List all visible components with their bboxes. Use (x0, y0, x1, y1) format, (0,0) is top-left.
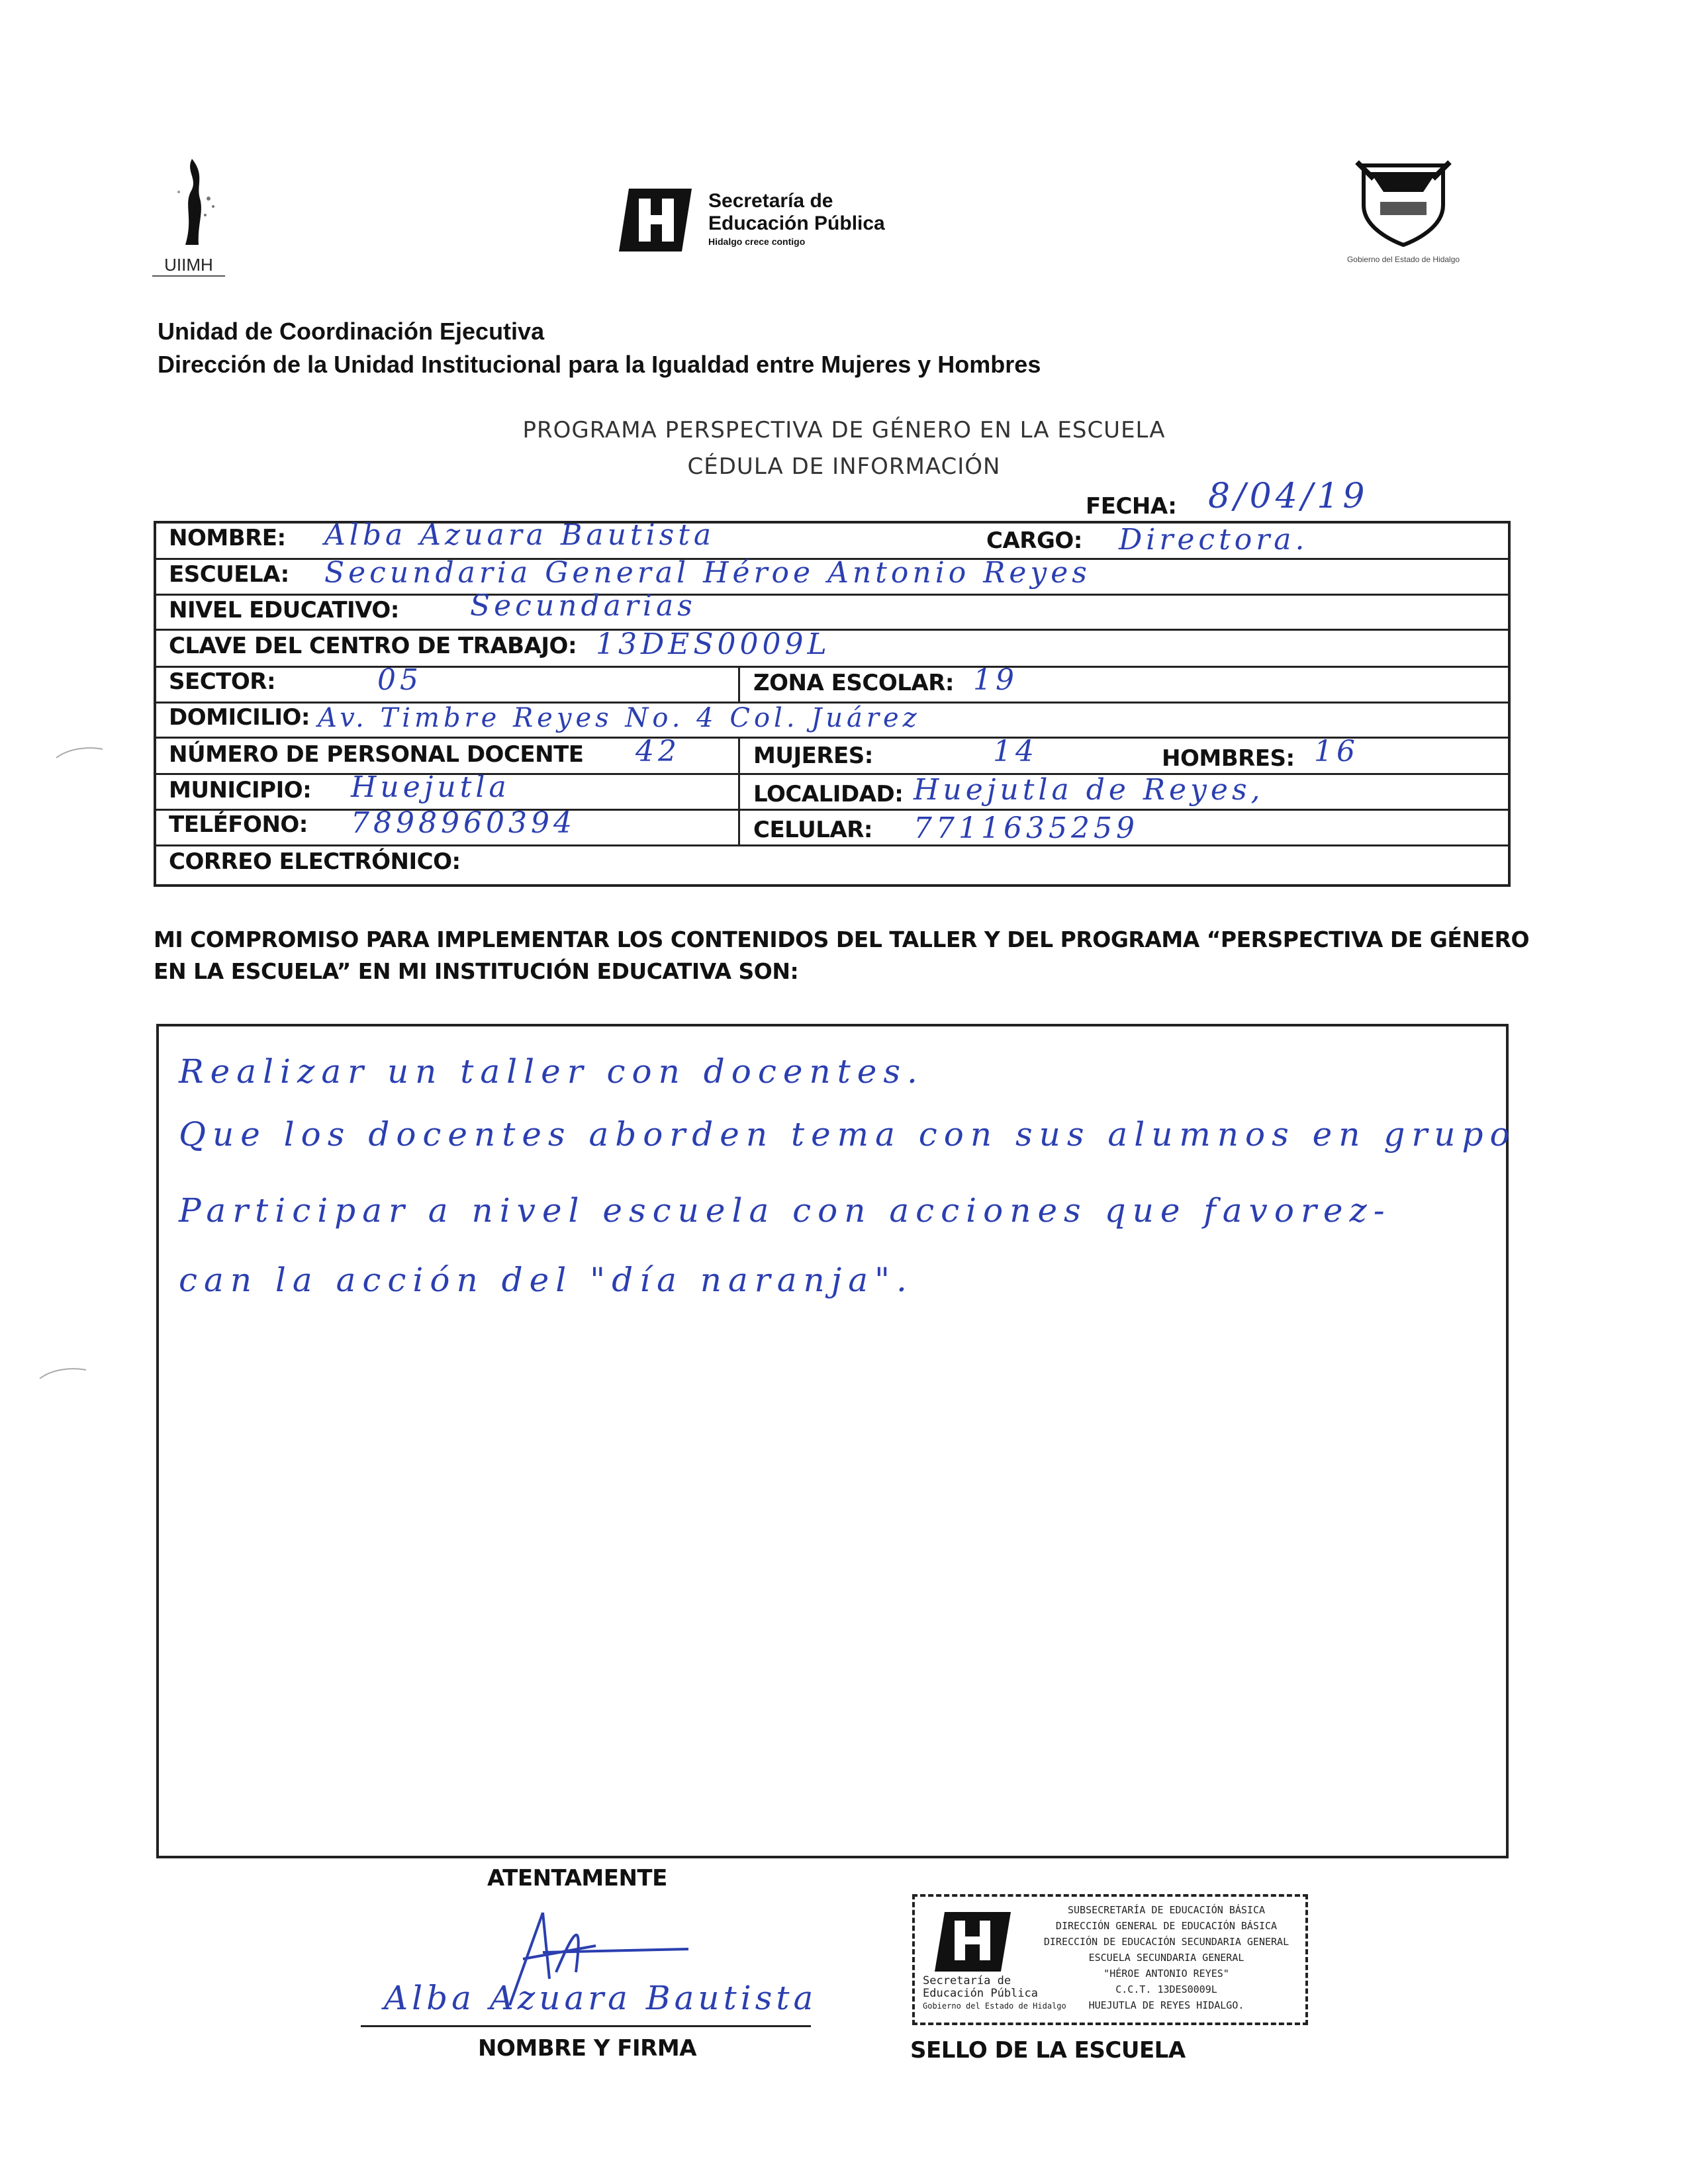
state-seal-icon (1344, 152, 1463, 251)
commitment-heading-1: MI COMPROMISO PARA IMPLEMENTAR LOS CONTENIDOS DEL TALLER Y DEL PROGRAMA “PERSPECTIVA DE GÉNERO (154, 927, 1530, 952)
uiimh-logo (152, 152, 238, 275)
clave-value[interactable]: 13DES0009L (596, 627, 831, 661)
nombre-label: NOMBRE: (169, 525, 286, 551)
scan-mark-bottom (36, 1362, 89, 1382)
sep-h-logo-icon (616, 182, 695, 258)
domicilio-value[interactable]: Av. Timbre Reyes No. 4 Col. Juárez (318, 703, 921, 733)
correo-label: CORREO ELECTRÓNICO: (169, 848, 461, 875)
stamp-logo-line3: Gobierno del Estado de Hidalgo (923, 2001, 1066, 2011)
nivel-label: NIVEL EDUCATIVO: (169, 597, 399, 623)
clave-label: CLAVE DEL CENTRO DE TRABAJO: (169, 633, 577, 659)
scan-mark-top (53, 741, 106, 761)
commitment-line-3: Participar a nivel escuela con acciones que favorez- (179, 1191, 1391, 1230)
seal-caption: Gobierno del Estado de Hidalgo (1346, 255, 1460, 264)
personal-value[interactable]: 42 (635, 735, 680, 768)
commitment-line-2: Que los docentes aborden tema con sus alumnos en grupo (179, 1115, 1517, 1154)
nombre-firma-label: NOMBRE Y FIRMA (478, 2035, 697, 2062)
commitment-line-1: Realizar un taller con docentes. (179, 1052, 924, 1091)
direction-heading: Dirección de la Unidad Institucional para la Igualdad entre Mujeres y Hombres (158, 351, 1041, 378)
stamp-line-1: SUBSECRETARÍA DE EDUCACIÓN BÁSICA (1067, 1904, 1265, 1916)
signature-name: Alba Azuara Bautista (384, 1979, 818, 2017)
nombre-value[interactable]: Alba Azuara Bautista (324, 518, 716, 552)
signature-line (361, 2025, 811, 2027)
municipio-value[interactable]: Huejutla (351, 770, 510, 804)
hombres-value[interactable]: 16 (1314, 735, 1359, 768)
sector-value[interactable]: 05 (377, 663, 422, 697)
stamp-logo-line1: Secretaría de (923, 1974, 1011, 1987)
cargo-value[interactable]: Directora. (1119, 523, 1309, 557)
zona-value[interactable]: 19 (973, 663, 1018, 697)
mujeres-label: MUJERES: (753, 743, 873, 769)
stamp-sep-logo-icon (928, 1909, 1014, 1975)
escuela-value[interactable]: Secundaria General Héroe Antonio Reyes (324, 556, 1091, 590)
hidalgo-seal (1344, 152, 1463, 285)
domicilio-label: DOMICILIO: (169, 704, 310, 731)
atentamente-label: ATENTAMENTE (487, 1865, 667, 1891)
form-title: CÉDULA DE INFORMACIÓN (687, 453, 1001, 480)
nivel-value[interactable]: Secundarias (470, 589, 696, 623)
fecha-label: FECHA: (1086, 493, 1177, 520)
celular-label: CELULAR: (753, 817, 872, 843)
stamp-line-5: "HÉROE ANTONIO REYES" (1103, 1968, 1229, 1979)
stamp-line-6: C.C.T. 13DES0009L (1115, 1983, 1217, 1995)
sector-label: SECTOR: (169, 668, 276, 695)
fecha-value[interactable]: 8/04/19 (1208, 477, 1369, 516)
telefono-value[interactable]: 7898960394 (351, 806, 576, 840)
commitment-line-4: can la acción del "día naranja". (179, 1261, 914, 1299)
telefono-label: TELÉFONO: (169, 811, 308, 838)
municipio-label: MUNICIPIO: (169, 777, 312, 803)
celular-value[interactable]: 7711635259 (914, 811, 1139, 845)
stamp-line-2: DIRECCIÓN GENERAL DE EDUCACIÓN BÁSICA (1055, 1920, 1278, 1932)
sello-label: SELLO DE LA ESCUELA (910, 2037, 1186, 2064)
personal-label: NÚMERO DE PERSONAL DOCENTE (169, 741, 584, 768)
localidad-value[interactable]: Huejutla de Reyes, (914, 773, 1264, 807)
uiimh-label: UIIMH (152, 255, 225, 277)
sep-logo (616, 182, 960, 261)
program-title: PROGRAMA PERSPECTIVA DE GÉNERO EN LA ESCUELA (522, 417, 1166, 443)
mujeres-value[interactable]: 14 (993, 735, 1038, 768)
stamp-line-4: ESCUELA SECUNDARIA GENERAL (1088, 1952, 1244, 1964)
cargo-label: CARGO: (986, 527, 1082, 554)
sep-logo-line3: Hidalgo crece contigo (708, 236, 806, 247)
uiimh-figure-icon (152, 152, 238, 251)
stamp-line-3: DIRECCIÓN DE EDUCACIÓN SECUNDARIA GENERAL (1043, 1936, 1289, 1948)
hombres-label: HOMBRES: (1162, 745, 1295, 772)
sep-logo-line1: Secretaría de (708, 190, 833, 212)
stamp-logo-line2: Educación Pública (923, 1987, 1038, 2000)
stamp-line-7: HUEJUTLA DE REYES HIDALGO. (1088, 1999, 1244, 2011)
unit-heading: Unidad de Coordinación Ejecutiva (158, 318, 545, 345)
commitment-heading-2: EN LA ESCUELA” EN MI INSTITUCIÓN EDUCATIVA SON: (154, 958, 799, 984)
localidad-label: LOCALIDAD: (753, 781, 904, 807)
escuela-label: ESCUELA: (169, 561, 289, 588)
zona-label: ZONA ESCOLAR: (753, 670, 954, 696)
school-stamp (912, 1894, 1308, 2025)
sep-logo-line2: Educación Pública (708, 212, 885, 234)
